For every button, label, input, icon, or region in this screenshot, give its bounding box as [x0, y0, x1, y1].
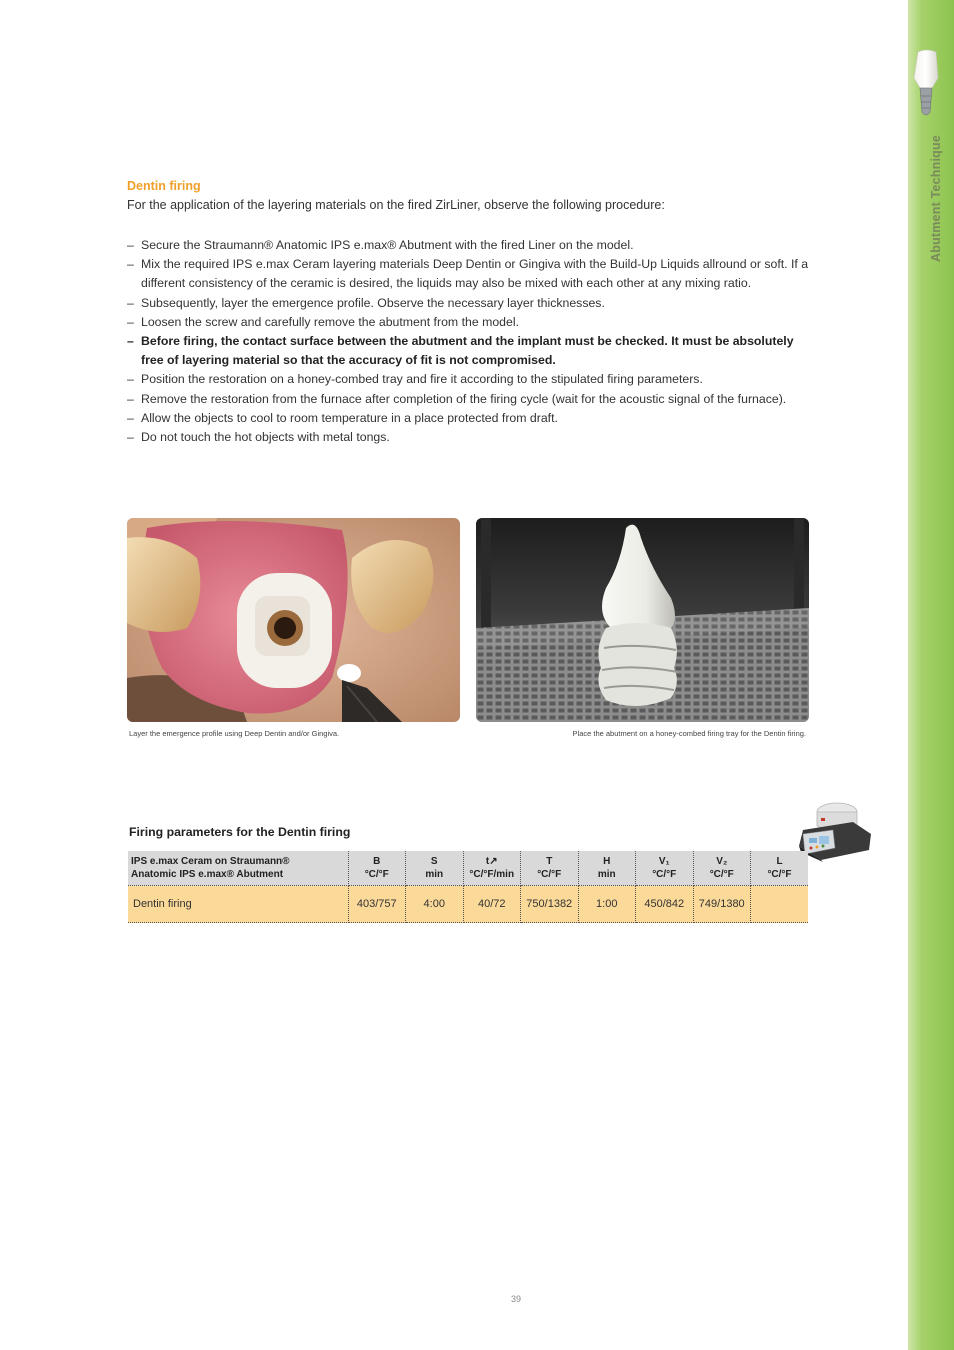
list-item-warning — [127, 332, 817, 370]
step-text: Subsequently, layer the emergence profile. Observe the necessary layer thicknesses. — [141, 295, 605, 310]
step-text: Allow the objects to cool to room temperature in a place protected from draft. — [141, 410, 558, 425]
dash-bullet: – — [127, 314, 134, 329]
table-row — [128, 886, 808, 923]
table-cell-heat-rate: 40/72 — [463, 886, 521, 923]
dash-bullet: – — [127, 372, 134, 387]
dash-bullet: – — [127, 257, 134, 272]
sidebar-section-label: Abutment Technique — [929, 135, 943, 262]
dash-bullet: – — [127, 391, 134, 406]
section-title: Dentin firing — [127, 179, 201, 193]
list-item — [127, 255, 817, 293]
table-cell-v1: 450/842 — [636, 886, 694, 923]
list-item — [127, 294, 817, 313]
header-line2: °C/°F — [364, 869, 389, 880]
header-line2: °C/°F — [767, 869, 792, 880]
header-product — [128, 851, 348, 886]
step-text: Before firing, the contact surface between the abutment and the implant must be checked. It must be absolutely free of layering material so that the accuracy of fit is not compromised. — [141, 334, 794, 368]
list-item — [127, 409, 817, 428]
header-heat-rate — [463, 851, 521, 886]
step-text: Do not touch the hot objects with metal tongs. — [141, 430, 390, 445]
procedure-list — [127, 236, 817, 447]
step-text: Secure the Straumann® Anatomic IPS e.max® Abutment with the fired Liner on the model. — [141, 238, 634, 252]
header-line1: t↗ — [485, 856, 498, 867]
header-l — [751, 851, 809, 886]
figure-caption-left: Layer the emergence profile using Deep Dentin and/or Gingiva. — [129, 729, 340, 738]
step-text: Position the restoration on a honey-combed tray and fire it according to the stipulated firing parameters. — [141, 372, 703, 387]
table-cell-name: Dentin firing — [128, 886, 348, 923]
header-line2: °C/°F — [652, 869, 677, 880]
header-s — [406, 851, 464, 886]
header-v2 — [693, 851, 751, 886]
table-cell-b: 403/757 — [348, 886, 406, 923]
photo-layering-emergence-profile — [127, 518, 460, 722]
header-line2: min — [425, 869, 444, 880]
list-item — [127, 370, 817, 389]
step-text: Loosen the screw and carefully remove the abutment from the model. — [141, 314, 519, 329]
firing-table-title: Firing parameters for the Dentin firing — [129, 825, 351, 839]
dash-bullet: – — [127, 295, 134, 310]
header-line1: B — [373, 856, 381, 867]
header-h — [578, 851, 636, 886]
header-line1: L — [776, 856, 783, 867]
figure-caption-right: Place the abutment on a honey-combed firing tray for the Dentin firing. — [572, 729, 806, 738]
header-line2: min — [597, 869, 616, 880]
dash-bullet: – — [127, 410, 134, 425]
header-line2: °C/°F — [709, 869, 734, 880]
page-number: 39 — [511, 1294, 522, 1304]
header-line2: °C/°F/min — [469, 869, 515, 880]
firing-parameters-table — [128, 851, 808, 923]
step-text: Remove the restoration from the furnace after completion of the firing cycle (wait for the acoustic signal of the furnace). — [141, 391, 787, 406]
abutment-icon — [912, 48, 940, 120]
intro-text: For the application of the layering materials on the fired ZirLiner, observe the following procedure: — [127, 198, 665, 212]
header-v1 — [636, 851, 694, 886]
table-header-row — [128, 851, 808, 886]
table-cell-h: 1:00 — [578, 886, 636, 923]
photo-abutment-on-firing-tray — [476, 518, 809, 722]
header-line2: Anatomic IPS e.max® Abutment — [131, 869, 284, 880]
list-item — [127, 236, 817, 255]
dash-bullet: – — [127, 238, 134, 252]
list-item — [127, 428, 817, 447]
header-line1: T — [546, 856, 553, 867]
header-line1: IPS e.max Ceram on Straumann® — [131, 856, 290, 867]
dash-bullet: – — [127, 430, 134, 445]
list-item — [127, 390, 817, 409]
table-cell-s: 4:00 — [406, 886, 464, 923]
header-t — [521, 851, 579, 886]
header-b — [348, 851, 406, 886]
dash-bullet: – — [127, 334, 134, 349]
table-cell-v2: 749/1380 — [693, 886, 751, 923]
list-item — [127, 313, 817, 332]
header-line1: V₂ — [716, 856, 728, 867]
header-line1: V₁ — [658, 856, 670, 867]
table-cell-t: 750/1382 — [521, 886, 579, 923]
header-line1: S — [430, 856, 438, 867]
step-text: Mix the required IPS e.max Ceram layering materials Deep Dentin or Gingiva with the Build-Up Liquids allround or soft. If a different consistency of the ceramic is desired, the liquids may also be mixed with each other at any mixing ratio. — [141, 257, 809, 291]
table-cell-l — [751, 886, 809, 923]
header-line2: °C/°F — [537, 869, 562, 880]
header-line1: H — [603, 856, 611, 867]
